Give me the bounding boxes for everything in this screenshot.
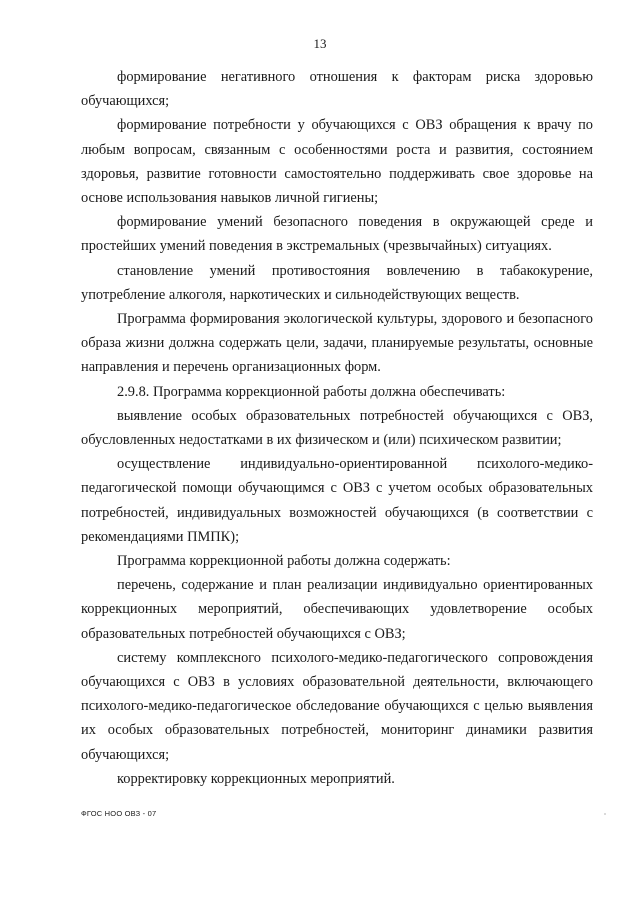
paragraph-adjustment: корректировку коррекционных мероприятий.	[117, 770, 395, 787]
document-body	[81, 65, 593, 791]
page-number: 13	[313, 36, 327, 51]
paragraph-list-of-measures: перечень, содержание и план реализации индивидуально ориентированных коррекционных мероприятий, обеспечивающих удовлетворение особых образовательных потребностей обучающихся с ОВЗ;	[81, 577, 593, 642]
paragraph-safe-behavior: формирование умений безопасного поведения в окружающей среде и простейших умений поведения в экстремальных (чрезвычайных) ситуациях.	[81, 214, 593, 255]
paragraph-section-2-9-8: 2.9.8. Программа коррекционной работы должна обеспечивать:	[117, 383, 506, 400]
scan-artifact	[604, 813, 606, 815]
paragraph-negative-attitude: формирование негативного отношения к факторам риска здоровью обучающихся;	[81, 69, 593, 110]
document-footer-code: ФГОС НОО ОВЗ - 07	[81, 809, 157, 818]
paragraph-identify-needs: выявление особых образовательных потребностей обучающихся с ОВЗ, обусловленных недостатками в их физическом и (или) психическом развитии;	[81, 407, 593, 449]
paragraph-resistance: становление умений противостояния вовлечению в табакокурение, употребление алкоголя, наркотических и сильнодействующих веществ.	[81, 262, 593, 303]
paragraph-ecology-program: Программа формирования экологической культуры, здорового и безопасного образа жизни должна содержать цели, задачи, планируемые результаты, основные направления и перечень организационных форм.	[81, 311, 593, 376]
paragraph-program-contents: Программа коррекционной работы должна содержать:	[117, 553, 451, 570]
paragraph-doctor-need: формирование потребности у обучающихся с ОВЗ обращения к врачу по любым вопросам, связанным с особенностями роста и развития, состоянием здоровья, развитие готовности самостоятельно поддерживать свое здоровье на основе использования навыков личной гигиены;	[81, 117, 593, 207]
paragraph-support-system: систему комплексного психолого-медико-педагогического сопровождения обучающихся с ОВЗ в условиях образовательной деятельности, включающего психолого-медико-педагогическое обследование обучающихся с целью выявления их особых образовательных потребностей, мониторинг динамики развития обучающихся;	[81, 649, 593, 763]
paragraph-individual-help: осуществление индивидуально-ориентированной психолого-медико-педагогической помощи обучающимся с ОВЗ с учетом особых образовательных потребностей, индивидуальных возможностей обучающихся (в соответствии с рекомендациями ПМПК);	[81, 456, 593, 545]
